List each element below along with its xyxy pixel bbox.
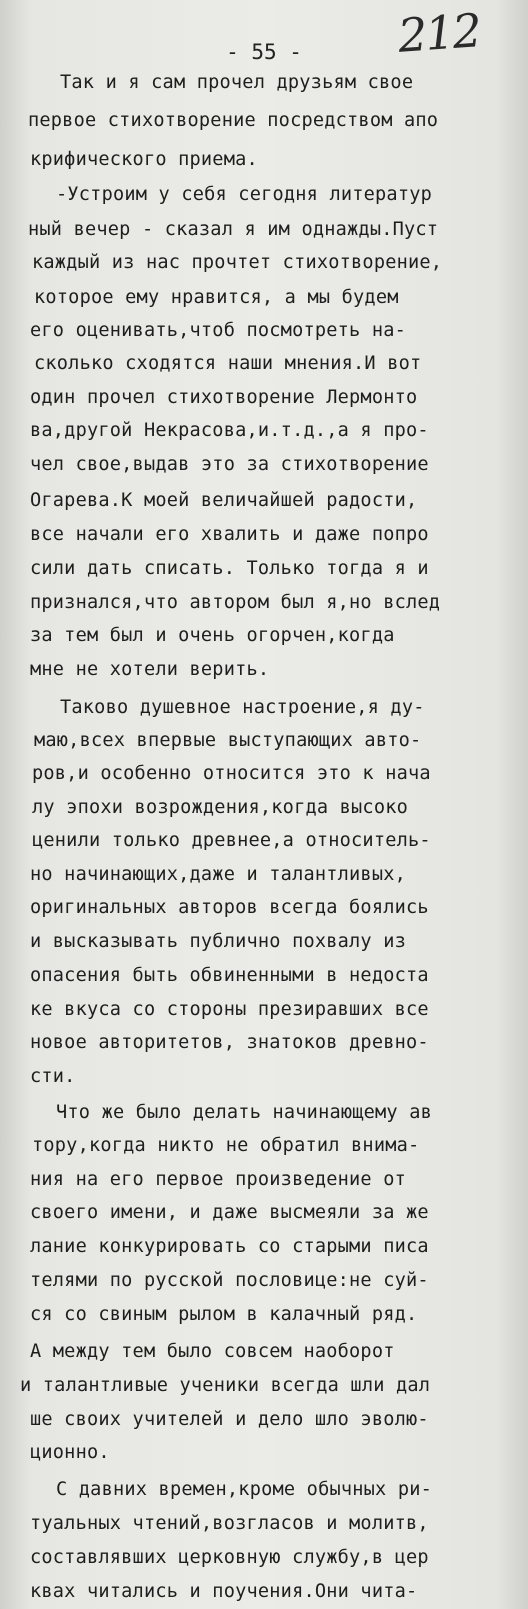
archive-number: 212 — [396, 3, 482, 63]
text-line: но начинающих,даже и талантливых, — [30, 864, 407, 885]
text-line: один прочел стихотворение Лермонто — [30, 387, 418, 408]
text-line: и высказывать публично похвалу из — [30, 931, 407, 952]
text-line: ва,другой Некрасова,и.т.д.,а я про- — [30, 420, 429, 441]
text-line: телями по русской пословице:не суй- — [30, 1270, 429, 1291]
text-line: Что же было делать начинающему ав — [56, 1102, 433, 1123]
text-line: ке вкуса со стороны презиравших все — [30, 999, 429, 1020]
text-line: тору,когда никто не обратил внима- — [32, 1135, 420, 1156]
text-line: за тем был и очень огорчен,когда — [30, 625, 395, 646]
text-line: ше своих учителей и дело шло эволю- — [30, 1409, 429, 1430]
text-line: Огарева.К моей величайшей радости, — [30, 490, 418, 511]
text-line: сколько сходятся наши мнения.И вот — [34, 353, 422, 374]
text-line: ный вечер - сказал я им однажды.Пуст — [28, 219, 439, 240]
text-line: Таково душевное настроение,я ду- — [60, 697, 425, 718]
text-line: ров,и особенно относится это к нача — [32, 763, 431, 784]
text-line: его оценивать,чтоб посмотреть на- — [30, 320, 407, 341]
text-line: которое ему нравится, а мы будем — [34, 287, 399, 308]
text-line: маю,всех впервые выступающих авто- — [34, 730, 422, 751]
text-line: туальных чтений,возгласов и молитв, — [30, 1513, 429, 1534]
text-line: оригинальных авторов всегда боялись — [30, 897, 429, 918]
text-line: и талантливые ученики всегда шли дал — [20, 1375, 431, 1396]
text-line: первое стихотворение посредством апо — [28, 110, 439, 131]
text-line: опасения быть обвиненными в недоста — [30, 965, 429, 986]
text-line: лание конкурировать со старыми писа — [30, 1236, 429, 1257]
text-line: лу эпохи возрождения,когда высоко — [32, 797, 409, 818]
text-line: сили дать списать. Только тогда я и — [30, 558, 429, 579]
page-number: - 55 - — [226, 40, 302, 64]
text-line: мне не хотели верить. — [30, 659, 270, 680]
text-line: чел свое,выдав это за стихотворение — [30, 454, 429, 475]
text-line: -Устроим у себя сегодня литератур — [56, 184, 433, 205]
text-line: С давних времен,кроме обычных ри- — [56, 1479, 433, 1500]
text-line: крифического приема. — [30, 149, 258, 170]
text-line: Так и я сам прочел друзьям свое — [60, 72, 414, 93]
text-line: новое авторитетов, знатоков древно- — [30, 1032, 429, 1053]
text-line: ценили только древнее,а относитель- — [32, 830, 431, 851]
text-line: составлявших церковную службу,в цер — [30, 1547, 429, 1568]
text-line: признался,что автором был я,но вслед — [30, 592, 441, 613]
text-line: квах читались и поучения.Они чита- — [30, 1581, 418, 1602]
text-line: ционно. — [30, 1442, 110, 1463]
text-line: все начали его хвалить и даже попро — [30, 524, 429, 545]
text-line: своего имени, и даже высмеяли за же — [30, 1202, 429, 1223]
text-line: каждый из нас прочтет стихотворение, — [32, 252, 443, 273]
text-line: сти. — [30, 1066, 76, 1087]
text-line: ся со свиным рылом в калачный ряд. — [30, 1304, 418, 1325]
text-line: ния на его первое произведение от — [30, 1169, 407, 1190]
text-line: А между тем было совсем наоборот — [30, 1341, 395, 1362]
